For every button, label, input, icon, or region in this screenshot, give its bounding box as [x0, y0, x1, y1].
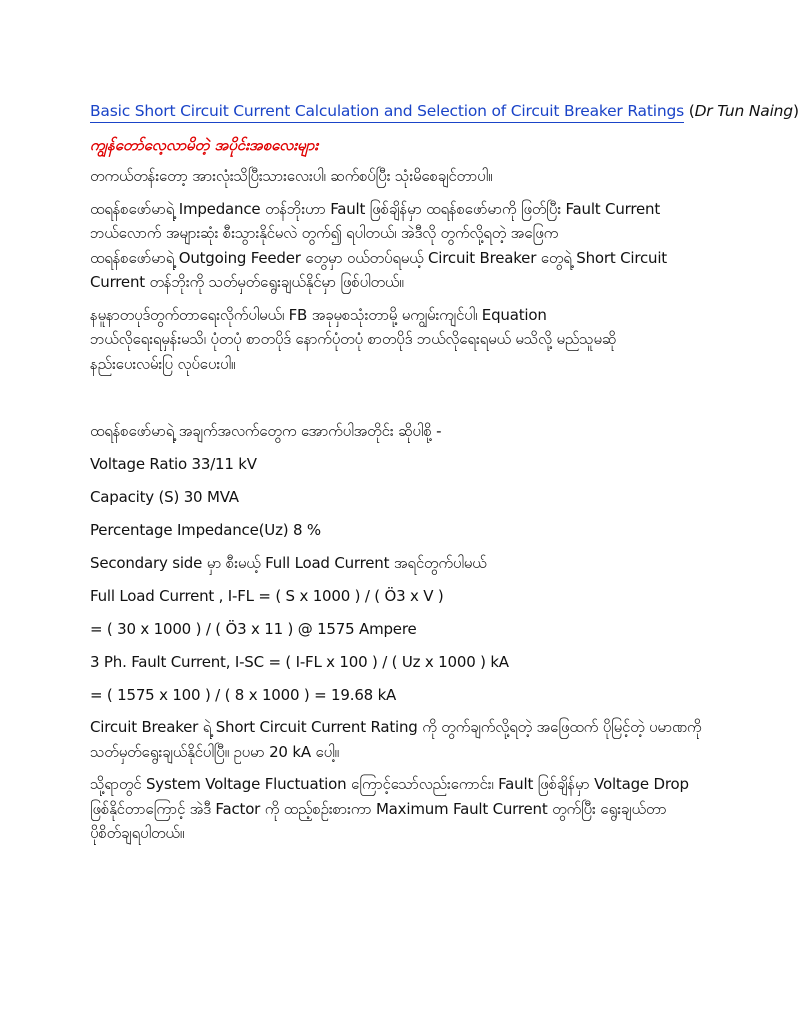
fault-current-formula: 3 Ph. Fault Current, I-SC = ( I-FL x 100 ) / ( Uz x 1000 ) kA	[90, 653, 509, 671]
document-body	[90, 100, 799, 846]
paragraph-line: ဘယ်လောက် အများဆုံး စီးသွားနိုင်မလဲ တွက်၍ ရပါတယ်၊ အဲဒီလို တွက်လို့ရတဲ့ အဖြေက	[90, 224, 559, 242]
title-open-paren: (	[683, 102, 695, 120]
title-close-paren: )	[792, 102, 799, 120]
impedance-paragraph	[90, 197, 710, 295]
example-paragraph	[90, 303, 710, 377]
rating-paragraph	[90, 715, 710, 764]
impedance-line: Percentage Impedance(Uz) 8 %	[90, 521, 321, 539]
spacer	[90, 376, 710, 410]
intro-paragraph	[90, 164, 710, 189]
paragraph-line: Current တန်ဘိုးကို သတ်မှတ်ရွေးချယ်နိုင်မှာ ဖြစ်ပါတယ်။	[90, 273, 404, 291]
paragraph-line: နမူနာတပုဒ်တွက်တာရေးလိုက်ပါမယ်၊ FB အခုမှစသုံးတာမို့ မကျွမ်းကျင်ပါ၊ Equation	[90, 305, 547, 324]
author-name: Dr Tun Naing	[694, 102, 793, 120]
title-link[interactable]: Basic Short Circuit Current Calculation and Selection of Circuit Breaker Ratings	[90, 102, 684, 123]
paragraph-line: ဘယ်လိုရေးရမှန်းမသိ၊ ပုံတပုံ စာတပိုဒ် နောက်ပုံတပုံ စာတပိုဒ် ဘယ်လိုရေးရမယ် မသိလို့ မည်သူမဆို	[90, 330, 617, 348]
section-heading: ကျွန်တော်လေ့လာမိတဲ့ အပိုင်းအစလေးများ	[90, 136, 319, 154]
paragraph-line: သို့ရာတွင် System Voltage Fluctuation ကြောင့်သော်လည်းကောင်း၊ Fault ဖြစ်ချိန်မှာ Voltage Drop	[90, 775, 689, 793]
data-intro-line: ထရန်စဖော်မာရဲ့ အချက်အလက်တွေက အောက်ပါအတိုင်း ဆိုပါစို့ -	[90, 422, 442, 440]
full-load-formula: Full Load Current , I-FL = ( S x 1000 ) / ( Ö3 x V )	[90, 587, 444, 605]
document-title	[90, 100, 799, 122]
capacity-line: Capacity (S) 30 MVA	[90, 488, 239, 506]
paragraph-line: Circuit Breaker ရဲ့ Short Circuit Current Rating ကို တွက်ချက်လို့ရတဲ့ အဖြေထက် ပိုမြင့်တဲ့ ပမာဏကို	[90, 718, 702, 736]
paragraph-line: သတ်မှတ်ရွေးချယ်နိုင်ပါပြီ။ ဥပမာ 20 kA ပေါ့။	[90, 742, 339, 761]
secondary-side-line: Secondary side မှာ စီးမယ့် Full Load Current အရင်တွက်ပါမယ်	[90, 554, 487, 572]
paragraph-line: ထရန်စဖော်မာရဲ့ Impedance တန်ဘိုးဟာ Fault ဖြစ်ချိန်မှာ ထရန်စဖော်မာကို ဖြတ်ပြီး Fault Current	[90, 199, 660, 218]
fault-current-result: = ( 1575 x 100 ) / ( 8 x 1000 ) = 19.68 kA	[90, 686, 397, 704]
voltage-drop-paragraph	[90, 772, 710, 846]
intro-line: တကယ်တန်းတော့ အားလုံးသိပြီးသားလေးပါ၊ ဆက်စပ်ပြီး သုံးမိစေချင်တာပါ။	[90, 167, 493, 185]
full-load-result: = ( 30 x 1000 ) / ( Ö3 x 11 ) @ 1575 Ampere	[90, 620, 417, 638]
paragraph-line: ဖြစ်နိုင်တာကြောင့် အဲဒီ Factor ကို ထည့်စဉ်းစားကာ Maximum Fault Current တွက်ပြီး ရွေးချယ်တာ	[90, 799, 667, 818]
paragraph-line: ပိုစိတ်ချရပါတယ်။	[90, 824, 185, 842]
voltage-ratio-line: Voltage Ratio 33/11 kV	[90, 455, 257, 473]
paragraph-line: ထရန်စဖော်မာရဲ့ Outgoing Feeder တွေမှာ ဝယ်တပ်ရမယ့် Circuit Breaker တွေရဲ့ Short Circuit	[90, 248, 667, 267]
paragraph-line: နည်းပေးလမ်းပြ လုပ်ပေးပါ။	[90, 354, 236, 373]
